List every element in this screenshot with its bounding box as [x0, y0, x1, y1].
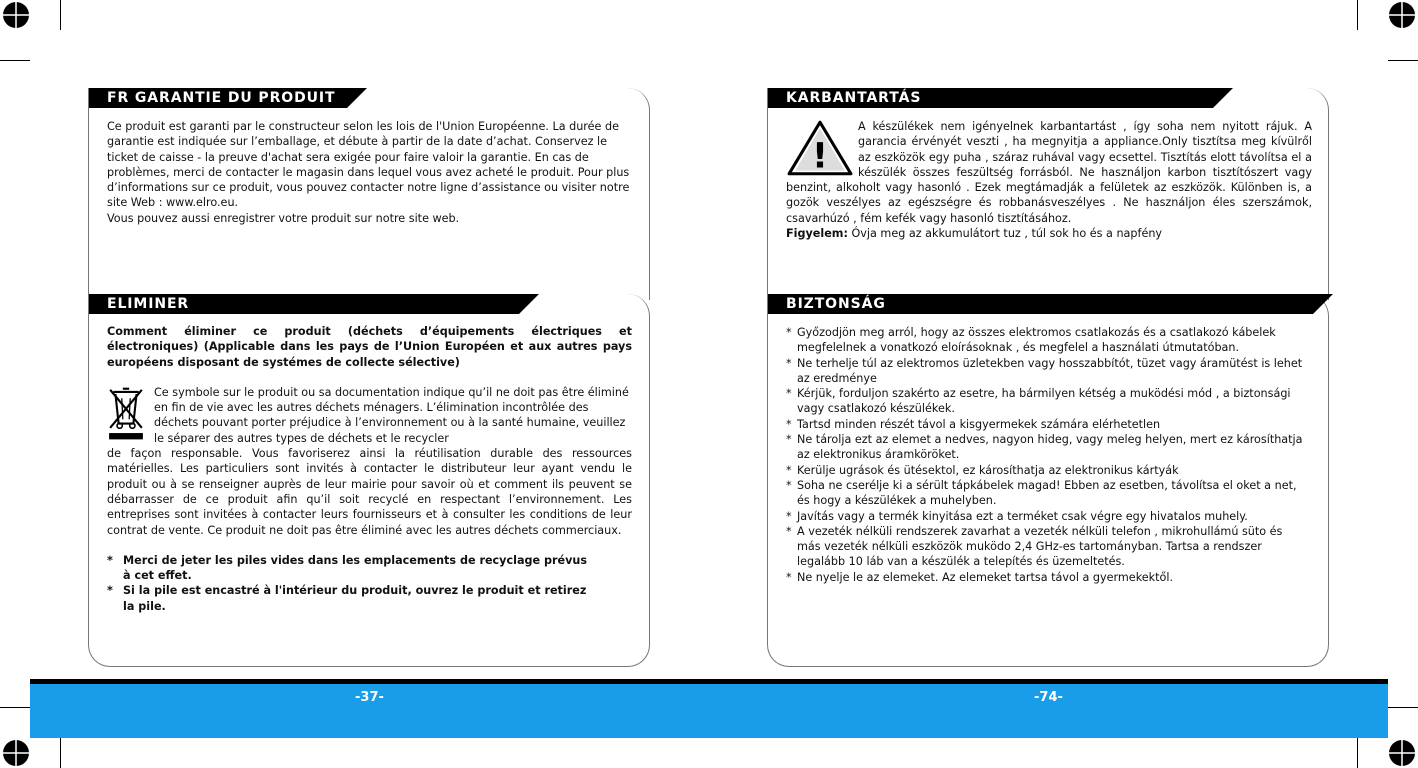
- crop-mark: [60, 0, 61, 30]
- eliminer-title: ELIMINER: [89, 294, 519, 314]
- safety-title: BIZTONSÁG: [768, 294, 1313, 314]
- eliminer-intro: Comment éliminer ce produit (déchets d’équipements électriques et électroniques) (Applicable dans les pays de l’Union Européen et aux autres pays européens disposant de systémes de collecte sélective): [107, 325, 632, 369]
- crop-mark: [0, 60, 30, 61]
- crossed-bin-icon: [107, 385, 145, 441]
- guarantee-text: [107, 119, 637, 226]
- bullet-mark: *: [786, 570, 792, 584]
- guarantee-paragraph: Vous pouvez aussi enregistrer votre produit sur notre site web.: [107, 211, 460, 225]
- crop-mark: [1357, 0, 1358, 30]
- safety-panel: [767, 294, 1329, 667]
- crop-mark: [0, 707, 30, 708]
- list-item: [786, 432, 1306, 463]
- crop-mark: [1357, 738, 1358, 768]
- bullet-mark: *: [786, 463, 792, 477]
- list-item: [786, 386, 1306, 417]
- list-item: [107, 553, 587, 584]
- safety-item-text: Győzodjön meg arról, hogy az összes elektromos csatlakozás és a csatlakozó kábelek megfelelnek a vonatkozó eloírásoknak , és megfelel a használati útmutatóban.: [797, 326, 1276, 355]
- safety-item-text: Tartsd minden részét távol a kisgyermekek számára elérhetetlen: [797, 417, 1161, 431]
- bullet-mark: *: [786, 524, 792, 538]
- safety-item-text: Soha ne cserélje ki a sérült tápkábelek magad! Ebben az esetben, távolítsa el oket a net, és hogy a készülékek a muhelyben.: [797, 478, 1297, 508]
- list-item: [786, 325, 1306, 356]
- bullet-text: Merci de jeter les piles vides dans les emplacements de recyclage prévus à cet effet.: [123, 553, 588, 583]
- registration-mark-icon: [1, 0, 31, 30]
- footer-bar: [30, 679, 1388, 738]
- bullet-text: Si la pile est encastré à l'intérieur du produit, ouvrez le produit et retirez la pile.: [123, 584, 587, 613]
- safety-item-text: Javítás vagy a termék kinyitása ezt a terméket csak végre egy hivatalos muhely.: [797, 509, 1248, 523]
- page-number-right: -74-: [1034, 690, 1063, 705]
- safety-item-text: Ne terhelje túl az elektromos üzletekben vagy hosszabbítót, tüzet vagy áramütést is lehet az eredménye: [797, 356, 1303, 385]
- safety-item-text: A vezeték nélküli rendszerek zavarhat a vezeték nélküli telefon , mikrohullámú süto és más vezeték nélküli eszközök muködo 2,4 GHz-es tartományban. Tartsa a rendszer legalább 10 láb van a készülék a telepítés és üzemeltetés.: [797, 524, 1283, 569]
- warning-icon: [786, 119, 854, 177]
- bullet-mark: *: [786, 417, 792, 431]
- registration-mark-icon: [1, 738, 31, 768]
- list-item: [107, 583, 587, 614]
- maintenance-note-text: Óvja meg az akkumulátort tuz , túl sok ho és a napfény: [847, 227, 1163, 241]
- footer-divider: [30, 679, 1388, 684]
- maintenance-body: A készülékek nem igényelnek karbantartást , így soha nem nyitott rájuk. A garancia érvényét veszti , ha megnyitja a appliance.Only tisztítsa meg kívülről az eszközök egy puha , száraz ruhával vagy ecsettel. Tisztítás elott távolítsa el a készülék összes feszültség forrásból. Ne használjon karbon tisztítószert vagy benzint, alkoholt vagy hasonló . Ezek megtámadják a felületek az eszközök. Különben is, a gozök veszélyes az egészségre és robbanásveszélyes . Ne használjon éles szerszámok, csavarhúzó , fém kefék vagy hasonló tisztításához.: [786, 120, 1312, 225]
- list-item: [786, 356, 1306, 387]
- safety-list: [786, 325, 1306, 585]
- guarantee-title: FR GARANTIE DU PRODUIT: [89, 88, 347, 108]
- page-number-left: -37-: [355, 690, 384, 705]
- safety-item-text: Kerülje ugrások és ütésektol, ez károsíthatja az elektronikus kártyák: [797, 463, 1179, 477]
- bullet-mark: *: [786, 433, 792, 447]
- list-item: [786, 570, 1306, 585]
- guarantee-panel: [88, 88, 650, 300]
- bullet-mark: *: [786, 356, 792, 370]
- crop-mark: [1388, 60, 1418, 61]
- maintenance-note-label: Figyelem:: [786, 227, 848, 241]
- warning-glyph: !: [812, 135, 828, 177]
- maintenance-title: KARBANTARTÁS: [768, 88, 1213, 108]
- registration-mark-icon: [1387, 0, 1417, 30]
- bullet-mark: *: [786, 509, 792, 523]
- list-item: [786, 509, 1306, 524]
- eliminer-bullets: [107, 553, 587, 614]
- eliminer-text: [107, 324, 632, 614]
- eliminer-body-rest: de façon responsable. Vous favoriserez ainsi la réutilisation durable des ressources matérielles. Les particuliers sont invités à contacter le distributeur leur ayant vendu le produit ou à se renseigner auprès de leur mairie pour savoir où et comment ils peuvent se débarrasser de ce produit afin qu’il soit recyclé en respectant l’environnement. Les entreprises sont invitées à contacter leurs fournisseurs et à consulter les conditions de leur contrat de vente. Ce produit ne doit pas être éliminé avec les autres déchets commerciaux.: [107, 447, 632, 537]
- list-item: [786, 478, 1306, 509]
- list-item: [786, 524, 1306, 570]
- maintenance-note: [786, 226, 1312, 241]
- safety-item-text: Kérjük, forduljon szakérto az esetre, ha bármilyen kétség a muködési mód , a biztonsági vagy csatlakozó készülékek.: [797, 387, 1291, 416]
- bullet-mark: *: [107, 584, 113, 598]
- list-item: [786, 417, 1306, 432]
- eliminer-panel: [88, 294, 650, 667]
- bullet-mark: *: [786, 326, 792, 339]
- safety-item-text: Ne tárolja ezt az elemet a nedves, nagyon hideg, vagy meleg helyen, mert ez károsíthatja az elektronikus áramköröket.: [797, 433, 1303, 462]
- bullet-mark: *: [786, 387, 792, 401]
- bullet-mark: *: [786, 478, 792, 492]
- crop-mark: [60, 738, 61, 768]
- registration-mark-icon: [1387, 738, 1417, 768]
- maintenance-text: [786, 119, 1312, 241]
- bullet-mark: *: [107, 553, 113, 567]
- guarantee-paragraph: Ce produit est garanti par le constructeur selon les lois de l'Union Européenne. La durée de garantie est indiquée sur l’emballage, et débute à partir de la date d’achat. Conservez le ticket de caisse - la preuve d'achat sera exigée pour faire valoir la garantie. En cas de problèmes, merci de contacter le magasin dans lequel vous avez acheté le produit. Pour plus d’informations sur ce produit, vous pouvez contacter notre ligne d’assistance ou visiter notre site Web : www.elro.eu.: [107, 120, 630, 210]
- list-item: [786, 463, 1306, 478]
- eliminer-body-start: Ce symbole sur le produit ou sa documentation indique qu’il ne doit pas être éliminé en fin de vie avec les autres déchets ménagers. L’élimination incontrôlée des déchets pouvant porter préjudice à l’environnement ou à la santé humaine, veuillez le séparer des autres types de déchets et le recycler: [154, 385, 629, 445]
- safety-item-text: Ne nyelje le az elemeket. Az elemeket tartsa távol a gyermekektől.: [797, 570, 1174, 584]
- maintenance-panel: [767, 88, 1329, 300]
- crop-mark: [1388, 707, 1418, 708]
